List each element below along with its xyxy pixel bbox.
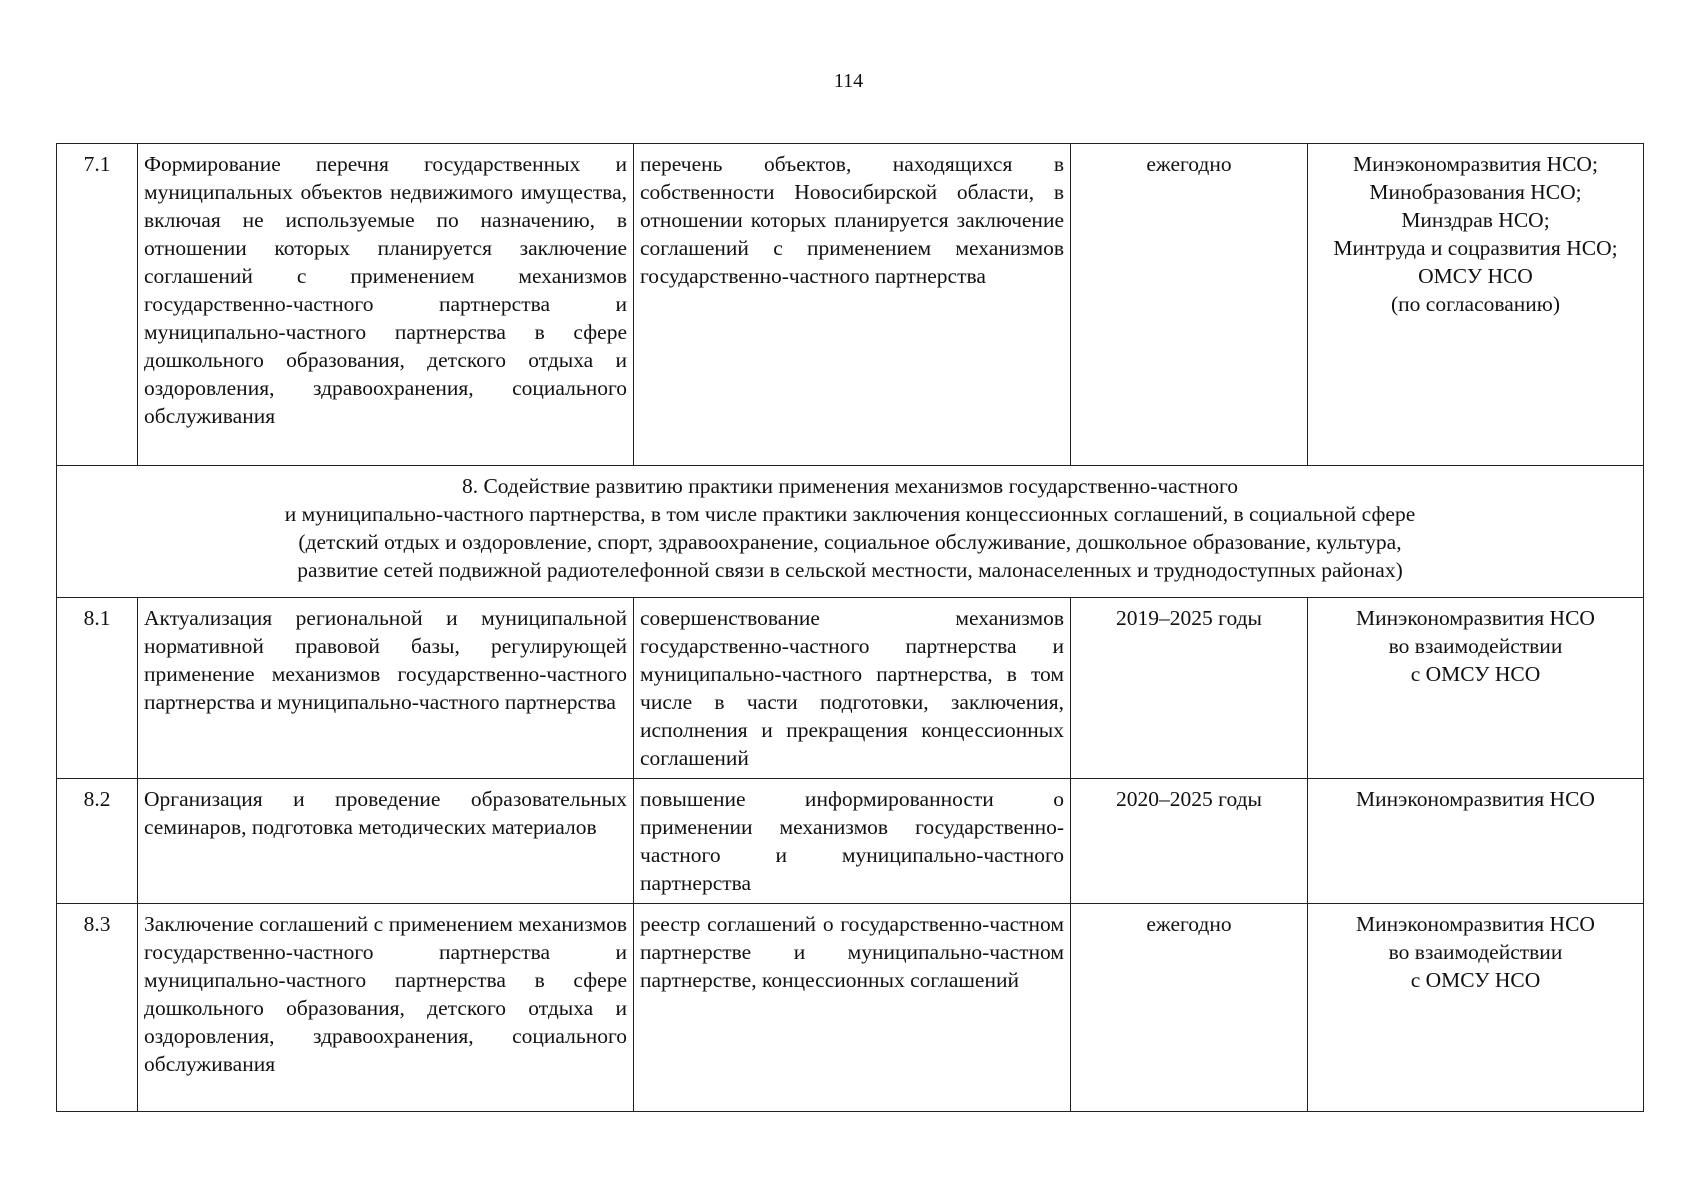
table-row-8-1 [57,598,1644,779]
term-cell: ежегодно [1071,144,1308,466]
row-number: 8.3 [57,904,138,1112]
result-cell: реестр соглашений о государственно-частном партнерстве и муниципально-частном партнерстве, концессионных соглашений [634,904,1071,1112]
page-number: 114 [833,70,864,92]
responsible-line: во взаимодействии [1388,940,1563,964]
action-cell: Организация и проведение образовательных семинаров, подготовка методических материалов [138,779,634,904]
responsible-line: (по согласованию) [1390,292,1561,316]
responsible-line: во взаимодействии [1388,634,1563,658]
action-cell: Актуализация региональной и муниципальной нормативной правовой базы, регулирующей применение механизмов государственно-частного партнерства и муниципально-частного партнерства [138,598,634,779]
responsible-line: Минздрав НСО; [1401,208,1550,232]
responsible-cell [1308,904,1644,1112]
result-cell: совершенствование механизмов государственно-частного партнерства и муниципально-частного партнерства, в том числе в части подготовки, заключения, исполнения и прекращения концессионных соглашений [634,598,1071,779]
responsible-cell [1308,144,1644,466]
row-number: 8.2 [57,779,138,904]
section-heading-line: (детский отдых и оздоровление, спорт, здравоохранение, социальное обслуживание, дошкольное образование, культура, [298,530,1402,554]
responsible-line: Минэкономразвития НСО [1356,606,1595,630]
responsible-line: Минэкономразвития НСО; [1353,152,1598,176]
table-row-8-3 [57,904,1644,1112]
responsible-line: Минэкономразвития НСО [1356,912,1595,936]
responsible-line: Минобразования НСО; [1369,180,1582,204]
row-number: 7.1 [57,144,138,466]
result-cell: повышение информированности о применении механизмов государственно-частного и муниципально-частного партнерства [634,779,1071,904]
responsible-cell [1308,598,1644,779]
row-number: 8.1 [57,598,138,779]
responsible-line: ОМСУ НСО [1418,264,1533,288]
term-cell: 2019–2025 годы [1071,598,1308,779]
section-heading-line: 8. Содействие развитию практики применения механизмов государственно-частного [461,474,1239,498]
result-cell: перечень объектов, находящихся в собственности Новосибирской области, в отношении которых планируется заключение соглашений с применением механизмов государственно-частного партнерства [634,144,1071,466]
responsible-cell [1308,779,1644,904]
section-heading-line: развитие сетей подвижной радиотелефонной связи в сельской местности, малонаселенных и труднодоступных районах) [297,558,1403,582]
table-row-8-2 [57,779,1644,904]
action-plan-table [56,143,1644,1112]
term-cell: ежегодно [1071,904,1308,1112]
responsible-line: с ОМСУ НСО [1410,968,1541,992]
responsible-line: с ОМСУ НСО [1410,662,1541,686]
section-heading-line: и муниципально-частного партнерства, в том числе практики заключения концессионных соглашений, в социальной сфере [284,502,1416,526]
responsible-line: Минэкономразвития НСО [1356,787,1595,811]
action-cell: Заключение соглашений с применением механизмов государственно-частного партнерства и муниципально-частного партнерства в сфере дошкольного образования, детского отдыха и оздоровления, здравоохранения, социального обслуживания [138,904,634,1112]
section-8-heading [57,466,1644,598]
responsible-line: Минтруда и соцразвития НСО; [1333,236,1618,260]
action-cell: Формирование перечня государственных и муниципальных объектов недвижимого имущества, включая не используемые по назначению, в отношении которых планируется заключение соглашений с применением механизмов государственно-частного партнерства и муниципально-частного партнерства в сфере дошкольного образования, детского отдыха и оздоровления, здравоохранения, социального обслуживания [138,144,634,466]
section-heading-row [57,466,1644,598]
table-row-7-1 [57,144,1644,466]
term-cell: 2020–2025 годы [1071,779,1308,904]
